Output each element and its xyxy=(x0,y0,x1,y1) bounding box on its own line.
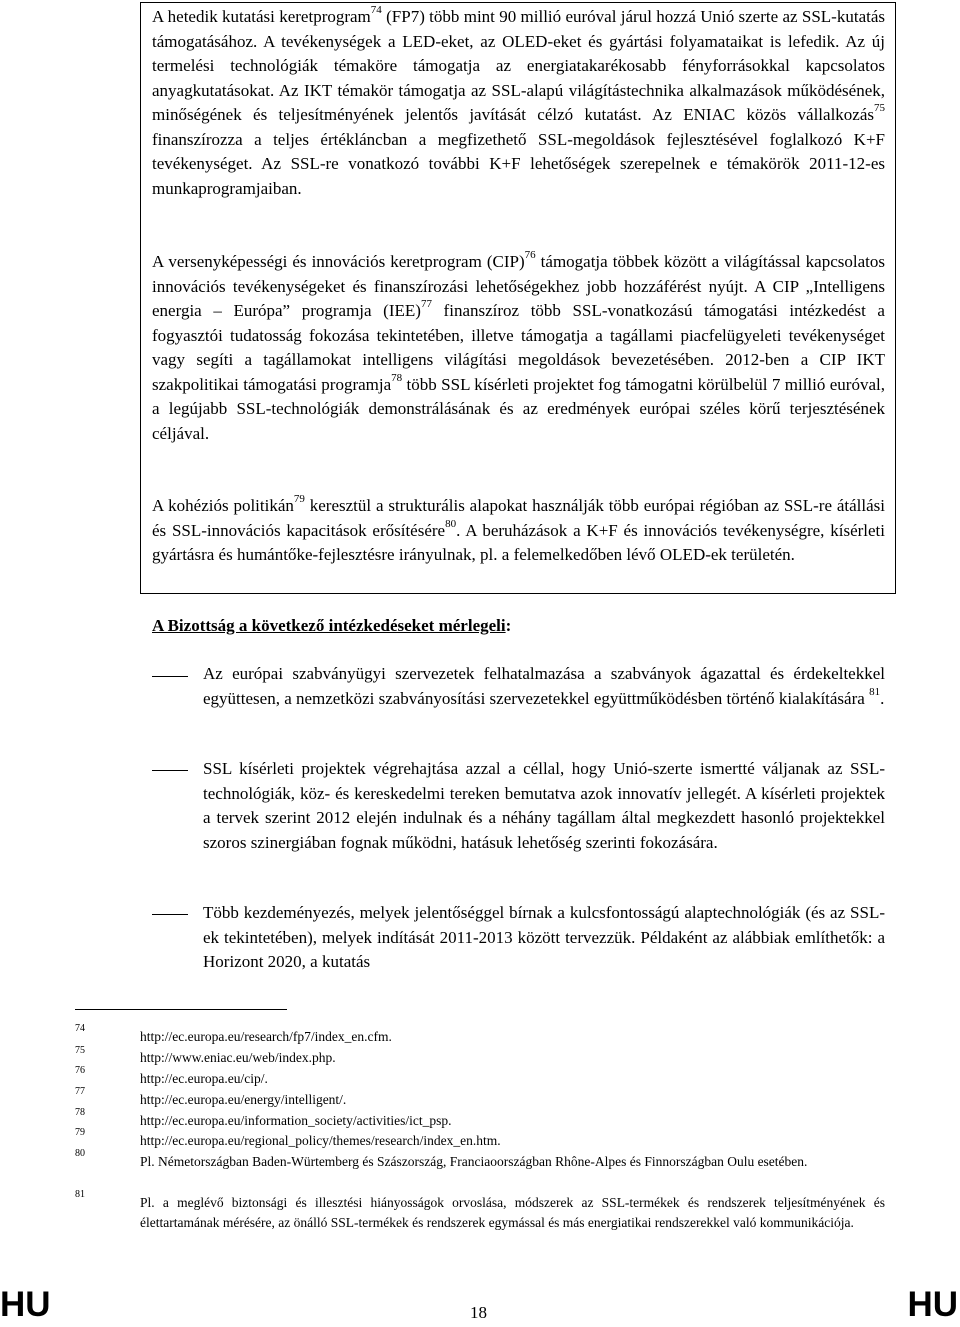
footnote-number: 78 xyxy=(75,1107,85,1118)
list-item: Több kezdeményezés, melyek jelentőséggel bírnak a kulcsfontosságú alaptechnológiák (és az SSL-ek tekintetében), melyek indítását 2011-2013 között tervezzük. Példaként az alábbiak említhetők: a Horizont 2020, a kutatás xyxy=(203,903,885,971)
footnote-link[interactable]: http://ec.europa.eu/energy/intelligent/. xyxy=(140,1092,347,1107)
footnote-ref[interactable]: 74 xyxy=(370,4,382,17)
footnote-ref[interactable]: 81 xyxy=(869,685,881,698)
box-paragraph-cohesion: A kohéziós politikán$^{79}$ keresztül a strukturális alapokat használják több európai régióban az SSL-re átállási és SSL-innovációs kapacitások erősítésére$^{80}$. A beruházások a K+F és innovációs tevékenységre, kísérleti gyártásra és humántőke-fejlesztésre irányulnak, pl. a felemelkedőben lévő OLED-ek területén. xyxy=(152,493,885,564)
footnote-ref[interactable]: 75 xyxy=(874,102,885,115)
footnote-number: 80 xyxy=(75,1148,85,1159)
section-heading: A Bizottság a következő intézkedéseket mérlegeli: xyxy=(152,616,512,635)
footnote-ref[interactable]: 76 xyxy=(524,249,536,262)
footnote-number: 79 xyxy=(75,1127,85,1138)
footnote-ref[interactable]: 78 xyxy=(391,371,403,384)
list-dash xyxy=(152,676,188,677)
footnote-ref[interactable]: 79 xyxy=(293,493,305,506)
list-dash xyxy=(152,770,188,771)
list-item: Az európai szabványügyi szervezetek felhatalmazása a szabványok ágazattal és érdekeltekkel együttesen, a nemzetközi szabványosítási szervezetekkel együttműködésben történő kialakítására $^{81}$. xyxy=(203,664,885,708)
language-code-right: HU xyxy=(907,1285,958,1324)
language-code-left: HU xyxy=(0,1285,51,1324)
box-paragraph-cip: A versenyképességi és innovációs keretprogram (CIP)$^{76}$ támogatja többek között a világítással kapcsolatos innovációs tevékenységeket és finanszírozási lehetőségekhez jobb hozzáférést nyújt. A CIP „Intelligens energia – Európa” programja (IEE)$^{77}$ finanszíroz több SSL-vonatkozású támogatási intézkedést a fogyasztói tudatosság fokozása tekintetében, illetve támogatja a tagállami piacfelügyeleti tevékenységet vagy segíti a tagállamokat intelligens világítási megoldások bevezetésében. 2012-ben a CIP IKT szakpolitikai támogatási programja$^{78}$ több SSL kísérleti projektet fog támogatni körülbelül 7 millió euróval, a legújabb SSL-technológiák demonstrálásának és az eredmények európai széles körű terjesztésének céljával. xyxy=(152,249,885,443)
footnote-link[interactable]: http://www.eniac.eu/web/index.php. xyxy=(140,1050,336,1065)
list-item: SSL kísérleti projektek végrehajtása azzal a céllal, hogy Unió-szerte ismertté váljanak az SSL-technológiák, köz- és kereskedelmi tereken bemutatva azok innovatív jellegét. A kísérleti projektek a tervek szerint 2012 elején indulnak és a néhány tagállam által megkezdett hasonló projektekkel szoros szinergiában fognak működni, hatásuk lehetőség szerinti fokozására. xyxy=(203,759,885,852)
footnote-text: Pl. Németországban Baden-Würtemberg és Szászország, Franciaoországban Rhône-Alpes és Finnországban Oulu esetében. xyxy=(140,1154,808,1169)
list-dash xyxy=(152,914,188,915)
footnote-ref[interactable]: 80 xyxy=(445,517,457,530)
footnote-ref[interactable]: 77 xyxy=(420,298,432,311)
footnote-number: 81 xyxy=(75,1189,85,1200)
footnote-link[interactable]: http://ec.europa.eu/information_society/activities/ict_psp. xyxy=(140,1113,452,1128)
footnote-number: 75 xyxy=(75,1045,85,1056)
footnote-number: 76 xyxy=(75,1065,85,1076)
footnote-number: 77 xyxy=(75,1086,85,1097)
footnote-number: 74 xyxy=(75,1023,85,1034)
footnote-text: Pl. a meglévő biztonsági és illesztési hiányosságok orvoslása, módszerek az SSL-termékek és rendszerek teljesítményének és élettartamának mérésére, az önálló SSL-termékek és rendszerek egymással és más energiatikai rendszerekkel való kommunikációja. xyxy=(140,1195,885,1230)
footnote-link[interactable]: http://ec.europa.eu/research/fp7/index_en.cfm. xyxy=(140,1029,392,1044)
footnote-link[interactable]: http://ec.europa.eu/regional_policy/themes/research/index_en.htm. xyxy=(140,1133,501,1148)
footnote-link[interactable]: http://ec.europa.eu/cip/. xyxy=(140,1071,268,1086)
box-paragraph-fp7: A hetedik kutatási keretprogram$^{74}$ (FP7) több mint 90 millió euróval járul hozzá Unió szerte az SSL-kutatás támogatásához. A tevékenységek a LED-eket, az OLED-eket és gyártási folyamataikat is lefedik. Az új termelési technológiák témaköre támogatja az energiatakarékosabb fényforrásokkal kapcsolatos anyagkutatásokat. Az IKT témakör támogatja az SSL-alapú világítástechnika alkalmazások működésének, minőségének és teljesítményének jelentős javítását célzó kutatást. Az ENIAC közös vállalkozás$^{75}$ finanszírozza a teljes értékláncban a megfizethető SSL-megoldások fejlesztésével foglalkozó K+F tevékenységet. Az SSL-re vonatkozó további K+F lehetőségek szerepelnek e témakörök 2011-12-es munkaprogramjaiban. xyxy=(152,4,885,198)
page-number: 18 xyxy=(470,1303,487,1322)
footnote-separator xyxy=(75,1009,287,1010)
